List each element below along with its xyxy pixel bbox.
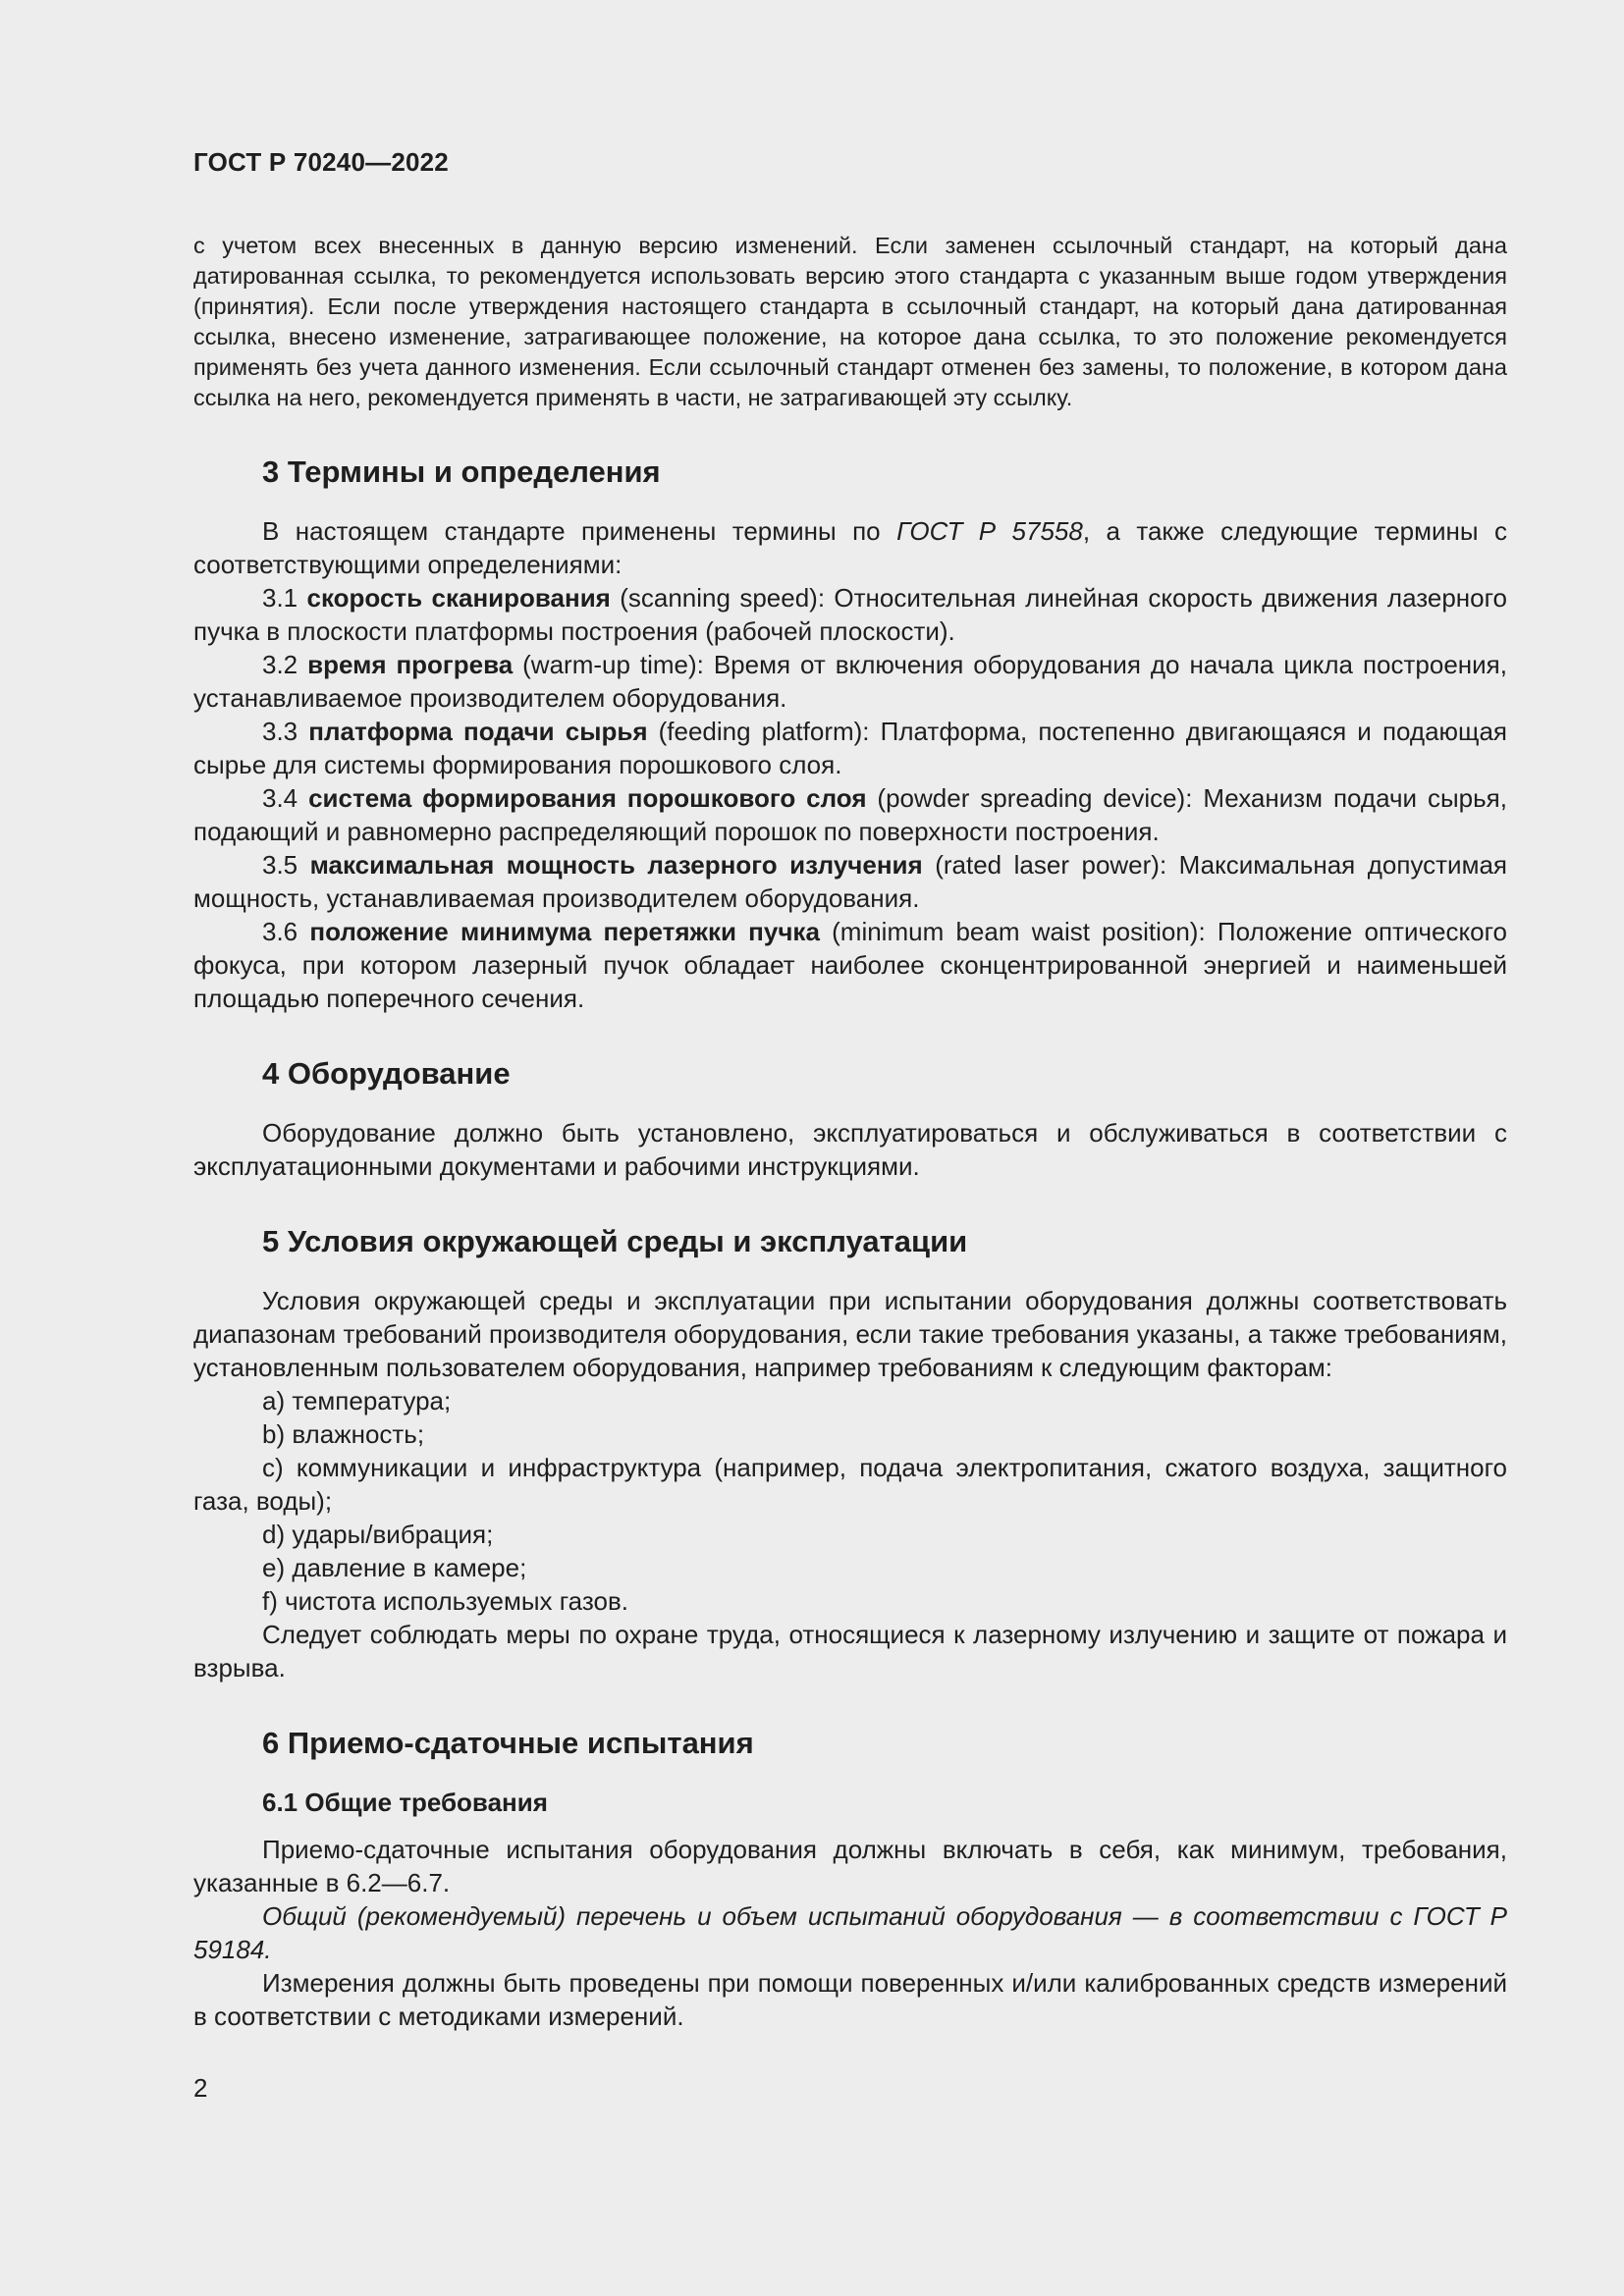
term-number: 3.3 xyxy=(262,717,298,746)
list-item: f) чистота используемых газов. xyxy=(262,1586,628,1616)
term-3-2 xyxy=(193,648,1507,715)
section-3-intro-text-end: , а также следующие термины с соответствующими определениями: xyxy=(193,516,1507,579)
term-3-1 xyxy=(193,581,1507,648)
section-3-intro-reference: ГОСТ Р 57558 xyxy=(896,516,1083,546)
term-3-6 xyxy=(193,915,1507,1015)
section-5-closing: Следует соблюдать меры по охране труда, относящиеся к лазерному излучению и защите от пожара и взрыва. xyxy=(193,1620,1507,1682)
term-name: максимальная мощность лазерного излучения xyxy=(309,850,923,880)
term-3-3 xyxy=(193,715,1507,781)
section-6-title: 6 Приемо-сдаточные испытания xyxy=(262,1726,754,1760)
list-item: a) температура; xyxy=(262,1386,452,1415)
term-name: скорость сканирования xyxy=(306,583,611,613)
term-number: 3.5 xyxy=(262,850,298,880)
section-4-title: 4 Оборудование xyxy=(262,1056,511,1091)
section-6-paragraph-1: Приемо-сдаточные испытания оборудования должны включать в себя, как минимум, требования, указанные в 6.2—6.7. xyxy=(193,1835,1507,1897)
term-name: платформа подачи сырья xyxy=(308,717,648,746)
term-definition: (powder spreading device): Механизм подачи сырья, подающий и равномерно распределяющий порошок по поверхности построения. xyxy=(193,783,1507,846)
term-definition: (rated laser power): Максимальная допустимая мощность, устанавливаемая производителем оборудования. xyxy=(193,850,1507,913)
term-name: время прогрева xyxy=(307,650,514,679)
term-definition: (scanning speed): Относительная линейная скорость движения лазерного пучка в плоскости платформы построения (рабочей плоскости). xyxy=(193,583,1507,646)
section-3-intro-text: В настоящем стандарте применены термины по xyxy=(262,516,897,546)
term-number: 3.6 xyxy=(262,917,298,946)
term-number: 3.4 xyxy=(262,783,298,813)
section-3-title: 3 Термины и определения xyxy=(262,454,661,489)
section-6-paragraph-2: Общий (рекомендуемый) перечень и объем испытаний оборудования — в соответствии с ГОСТ Р 59184. xyxy=(193,1901,1507,1964)
section-5-intro: Условия окружающей среды и эксплуатации при испытании оборудования должны соответствовать диапазонам требований производителя оборудования, если такие требования указаны, а также требованиям, установленным пользователем оборудования, например требованиям к следующим факторам: xyxy=(193,1286,1507,1382)
document-page xyxy=(193,147,1507,2033)
term-number: 3.2 xyxy=(262,650,298,679)
section-3-intro xyxy=(193,514,1507,581)
page-number: 2 xyxy=(193,2073,208,2103)
term-name: система формирования порошкового слоя xyxy=(308,783,867,813)
list-item: d) удары/вибрация; xyxy=(262,1520,494,1549)
term-definition: (warm-up time): Время от включения оборудования до начала цикла построения, устанавливаемое производителем оборудования. xyxy=(193,650,1507,713)
term-number: 3.1 xyxy=(262,583,298,613)
list-item: c) коммуникации и инфраструктура (например, подача электропитания, сжатого воздуха, защитного газа, воды); xyxy=(193,1453,1507,1516)
term-name: положение минимума перетяжки пучка xyxy=(309,917,820,946)
term-definition: (feeding platform): Платформа, постепенно двигающаяся и подающая сырье для системы формирования порошкового слоя. xyxy=(193,717,1507,779)
term-3-4 xyxy=(193,781,1507,848)
intro-paragraph: с учетом всех внесенных в данную версию изменений. Если заменен ссылочный стандарт, на который дана датированная ссылка, то рекомендуется использовать версию этого стандарта с указанным выше годом утверждения (принятия). Если после утверждения настоящего стандарта в ссылочный стандарт, на который дана датированная ссылка, внесено изменение, затрагивающее положение, на которое дана ссылка, то это положение рекомендуется применять без учета данного изменения. Если ссылочный стандарт отменен без замены, то положение, в котором дана ссылка на него, рекомендуется применять в части, не затрагивающей эту ссылку. xyxy=(193,233,1507,410)
term-3-5 xyxy=(193,848,1507,915)
subsection-6-1-title: 6.1 Общие требования xyxy=(262,1788,548,1817)
list-item: b) влажность; xyxy=(262,1419,425,1449)
list-item: e) давление в камере; xyxy=(262,1553,527,1582)
term-definition: (minimum beam waist position): Положение оптического фокуса, при котором лазерный пучок обладает наиболее сконцентрированной энергией и наименьшей площадью поперечного сечения. xyxy=(193,917,1507,1013)
document-header: ГОСТ Р 70240—2022 xyxy=(193,147,449,177)
section-5-title: 5 Условия окружающей среды и эксплуатации xyxy=(262,1224,968,1258)
section-6-paragraph-3: Измерения должны быть проведены при помощи поверенных и/или калиброванных средств измерений в соответствии с методиками измерений. xyxy=(193,1968,1507,2031)
section-4-text: Оборудование должно быть установлено, эксплуатироваться и обслуживаться в соответствии с эксплуатационными документами и рабочими инструкциями. xyxy=(193,1118,1507,1181)
